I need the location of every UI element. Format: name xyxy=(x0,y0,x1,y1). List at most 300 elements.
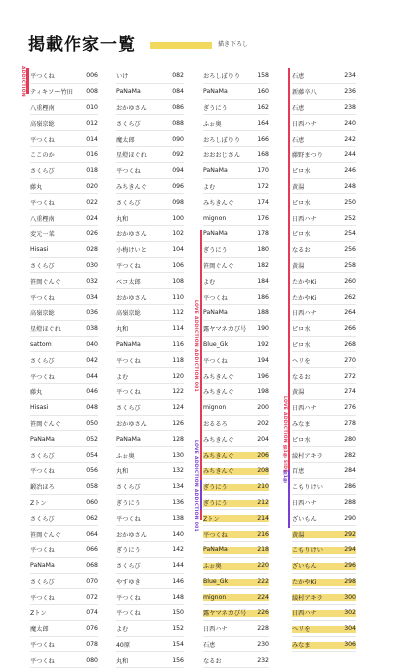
page-number: 072 xyxy=(86,593,98,601)
author-name: みちきんぐ xyxy=(203,452,234,460)
author-name: Zトン xyxy=(30,499,47,507)
page-number: 264 xyxy=(344,309,356,317)
author-row xyxy=(292,384,356,400)
author-row xyxy=(116,589,184,605)
author-row xyxy=(203,542,269,558)
page-number: 092 xyxy=(172,151,184,159)
page-number: 146 xyxy=(172,577,184,585)
page-number: 018 xyxy=(86,167,98,175)
page-number: 260 xyxy=(344,277,356,285)
page-number: 294 xyxy=(344,546,356,554)
author-name: Hisasi xyxy=(30,404,49,412)
author-name: 平つくね xyxy=(30,547,55,555)
author-row xyxy=(292,258,356,274)
author-name: ヘリを xyxy=(292,626,311,634)
author-name: 黄湯 xyxy=(292,531,305,539)
page-number: 112 xyxy=(172,309,184,317)
author-row xyxy=(203,100,269,116)
page-number: 288 xyxy=(344,498,356,506)
author-row xyxy=(116,558,184,574)
author-name: 平つくね xyxy=(30,73,55,81)
page-number: 014 xyxy=(86,135,98,143)
highlight-legend-swatch xyxy=(150,42,212,49)
author-row xyxy=(203,273,269,289)
author-name: 星燈ほぐれ xyxy=(30,326,61,334)
author-name: 綾村アキラ xyxy=(292,452,323,460)
author-row xyxy=(292,305,356,321)
page-number: 076 xyxy=(86,625,98,633)
author-name: さくらび xyxy=(116,484,141,492)
author-row xyxy=(116,574,184,590)
author-row xyxy=(203,289,269,305)
page-number: 304 xyxy=(344,625,356,633)
author-row xyxy=(203,384,269,400)
page-number: 236 xyxy=(344,88,356,96)
author-row xyxy=(116,115,184,131)
author-name: 石恵 xyxy=(203,642,216,650)
author-name: ぎうにう xyxy=(203,499,228,507)
section-label-col3b: LOVE ADDICTION ADDICTION 001 xyxy=(193,440,198,532)
author-row xyxy=(30,179,98,195)
author-name: Blue_Gk xyxy=(203,577,229,585)
author-row xyxy=(292,147,356,163)
author-name: mignon xyxy=(203,593,227,601)
author-name: 藤丸 xyxy=(30,389,43,397)
author-name: 平つくね xyxy=(116,357,141,365)
page-number: 010 xyxy=(86,103,98,111)
author-row xyxy=(203,305,269,321)
author-row xyxy=(292,621,356,637)
author-name: 黄湯 xyxy=(292,262,305,270)
page-number: 040 xyxy=(86,340,98,348)
page-number: 278 xyxy=(344,419,356,427)
author-row xyxy=(30,226,98,242)
author-row xyxy=(116,84,184,100)
author-name: ここのか xyxy=(30,152,55,160)
page-number: 274 xyxy=(344,388,356,396)
page-number: 208 xyxy=(257,467,269,475)
author-name: さくらび xyxy=(116,199,141,207)
author-row xyxy=(116,637,184,653)
author-name: 平つくね xyxy=(203,357,228,365)
author-name: 小梅けいと xyxy=(116,247,147,255)
author-row xyxy=(203,242,269,258)
author-row xyxy=(30,194,98,210)
author-name: 日西ハナ xyxy=(292,405,317,413)
author-row xyxy=(203,321,269,337)
author-name: Blue_Gk xyxy=(203,340,229,348)
author-column-1 xyxy=(30,68,98,668)
page-number: 108 xyxy=(172,277,184,285)
author-row xyxy=(292,84,356,100)
page-number: 202 xyxy=(257,419,269,427)
page-number: 086 xyxy=(172,103,184,111)
author-name: 魔太郎 xyxy=(116,136,135,144)
page-number: 276 xyxy=(344,404,356,412)
author-name: ヘリを xyxy=(292,357,311,365)
author-name: なるお xyxy=(292,373,311,381)
author-name: みちきんぐ xyxy=(203,436,234,444)
author-name: こもりけい xyxy=(292,547,323,555)
section-label-col1: ADDICTION xyxy=(20,66,25,97)
page-number: 166 xyxy=(257,135,269,143)
author-name: みちきんぐ xyxy=(116,183,147,191)
author-name: ふぉ奥 xyxy=(203,120,222,128)
author-name: 高嶺京総 xyxy=(30,120,55,128)
author-row xyxy=(30,495,98,511)
author-row xyxy=(203,479,269,495)
author-name: PaNaMa xyxy=(203,230,228,238)
author-name: 笹岡ぐんぐ xyxy=(30,531,61,539)
author-row xyxy=(292,226,356,242)
author-name: やすゆき xyxy=(116,578,141,586)
page-number: 162 xyxy=(257,103,269,111)
page-number: 030 xyxy=(86,261,98,269)
author-row xyxy=(203,637,269,653)
page-number: 140 xyxy=(172,530,184,538)
author-row xyxy=(116,273,184,289)
page-number: 188 xyxy=(257,309,269,317)
author-row xyxy=(203,510,269,526)
page-number: 268 xyxy=(344,340,356,348)
author-column-4 xyxy=(292,68,356,652)
author-row xyxy=(116,510,184,526)
author-row xyxy=(292,400,356,416)
page-number: 118 xyxy=(172,356,184,364)
page-number: 220 xyxy=(257,562,269,570)
author-row xyxy=(30,463,98,479)
author-row xyxy=(30,337,98,353)
page-number: 256 xyxy=(344,246,356,254)
page-number: 132 xyxy=(172,467,184,475)
author-name: ピロ水 xyxy=(292,436,311,444)
author-name: PaNaMa xyxy=(30,435,55,443)
author-name: なるお xyxy=(203,657,222,665)
author-name: 魔太郎 xyxy=(30,626,49,634)
author-row xyxy=(203,495,269,511)
author-row xyxy=(203,179,269,195)
author-name: みなま xyxy=(292,642,311,650)
author-name: ティキソー竹田 xyxy=(30,89,73,97)
author-row xyxy=(116,605,184,621)
author-name: 平つくね xyxy=(116,515,141,523)
page-number: 050 xyxy=(86,419,98,427)
author-row xyxy=(30,68,98,84)
author-name: よむ xyxy=(116,626,129,634)
page-number: 128 xyxy=(172,435,184,443)
page-number: 148 xyxy=(172,593,184,601)
author-name: 平つくね xyxy=(30,468,55,476)
page-number: 054 xyxy=(86,451,98,459)
author-row xyxy=(203,163,269,179)
page-number: 056 xyxy=(86,467,98,475)
author-row xyxy=(116,210,184,226)
author-row xyxy=(292,416,356,432)
author-row xyxy=(203,463,269,479)
page-number: 266 xyxy=(344,325,356,333)
author-row xyxy=(203,131,269,147)
author-row xyxy=(203,337,269,353)
page-number: 246 xyxy=(344,167,356,175)
author-row xyxy=(30,384,98,400)
author-name: 日西ハナ xyxy=(292,499,317,507)
author-row xyxy=(203,574,269,590)
author-name: よむ xyxy=(203,278,216,286)
page-number: 078 xyxy=(86,641,98,649)
author-name: みちきんぐ xyxy=(203,389,234,397)
page-number: 262 xyxy=(344,293,356,301)
author-row xyxy=(30,416,98,432)
author-name: mignon xyxy=(203,404,227,412)
page-number: 270 xyxy=(344,356,356,364)
page-number: 232 xyxy=(257,656,269,664)
author-row xyxy=(30,131,98,147)
author-row xyxy=(292,321,356,337)
author-row xyxy=(30,431,98,447)
author-row xyxy=(203,431,269,447)
page-number: 184 xyxy=(257,277,269,285)
author-name: ぎうにう xyxy=(203,104,228,112)
author-name: みちきんぐ xyxy=(203,468,234,476)
author-row xyxy=(30,100,98,116)
author-row xyxy=(116,368,184,384)
author-name: よむ xyxy=(116,373,129,381)
author-name: PaNaMa xyxy=(116,435,141,443)
author-name: 黄湯 xyxy=(292,389,305,397)
author-row xyxy=(292,179,356,195)
author-name: ピロ水 xyxy=(292,341,311,349)
page-number: 152 xyxy=(172,625,184,633)
page-number: 144 xyxy=(172,562,184,570)
page-number: 032 xyxy=(86,277,98,285)
author-row xyxy=(292,542,356,558)
author-name: 笹岡ぐんぐ xyxy=(30,420,61,428)
author-row xyxy=(116,258,184,274)
page-number: 060 xyxy=(86,498,98,506)
author-name: みちきんぐ xyxy=(203,199,234,207)
author-row xyxy=(292,637,356,653)
page-number: 100 xyxy=(172,214,184,222)
page-number: 178 xyxy=(257,230,269,238)
author-name: おるるろ xyxy=(203,420,228,428)
author-name: 鍛冶ほろ xyxy=(30,484,55,492)
author-row xyxy=(30,147,98,163)
author-row xyxy=(203,68,269,84)
page-number: 136 xyxy=(172,498,184,506)
page-number: 170 xyxy=(257,167,269,175)
author-row xyxy=(292,479,356,495)
author-row xyxy=(30,305,98,321)
page-number: 286 xyxy=(344,483,356,491)
author-name: ざいもん xyxy=(292,563,317,571)
author-row xyxy=(292,163,356,179)
section-bar-col1 xyxy=(26,68,29,94)
author-name: 日西ハナ xyxy=(292,310,317,318)
page-number: 204 xyxy=(257,435,269,443)
author-name: 丸和 xyxy=(116,468,129,476)
author-name: 平つくね xyxy=(116,610,141,618)
author-name: 日西ハナ xyxy=(292,215,317,223)
page-number: 254 xyxy=(344,230,356,238)
author-name: 笹岡ぐんぐ xyxy=(30,278,61,286)
page-number: 122 xyxy=(172,388,184,396)
author-row xyxy=(116,337,184,353)
section-bar-col3b xyxy=(200,480,202,510)
author-row xyxy=(30,479,98,495)
author-row xyxy=(116,100,184,116)
author-name: よむ xyxy=(203,183,216,191)
page-number: 062 xyxy=(86,514,98,522)
author-name: こもりけい xyxy=(292,484,323,492)
author-row xyxy=(116,242,184,258)
author-row xyxy=(203,447,269,463)
author-name: ぎうにう xyxy=(203,247,228,255)
page-number: 082 xyxy=(172,72,184,80)
section-bar-col4b xyxy=(288,470,290,528)
author-name: 平つくね xyxy=(30,642,55,650)
author-row xyxy=(116,305,184,321)
page-number: 272 xyxy=(344,372,356,380)
author-row xyxy=(30,526,98,542)
page-number: 080 xyxy=(86,656,98,664)
page-number: 196 xyxy=(257,372,269,380)
page-number: 134 xyxy=(172,483,184,491)
page-number: 296 xyxy=(344,562,356,570)
author-row xyxy=(116,163,184,179)
page-number: 006 xyxy=(86,72,98,80)
author-name: おろしぽりり xyxy=(203,136,241,144)
page-number: 228 xyxy=(257,625,269,633)
author-name: 新藤卒八 xyxy=(292,89,317,97)
author-row xyxy=(203,258,269,274)
author-name: 平つくね xyxy=(203,531,228,539)
page-number: 176 xyxy=(257,214,269,222)
author-row xyxy=(292,352,356,368)
page-number: 226 xyxy=(257,609,269,617)
page-number: 116 xyxy=(172,340,184,348)
author-row xyxy=(30,400,98,416)
author-name: Hisasi xyxy=(30,246,49,254)
author-name: 日西ハナ xyxy=(292,610,317,618)
author-name: 藤野まつり xyxy=(292,152,323,160)
author-name: いけ xyxy=(116,73,129,81)
page-number: 282 xyxy=(344,451,356,459)
author-name: さくらび xyxy=(30,357,55,365)
author-name: 平つくね xyxy=(30,136,55,144)
author-row xyxy=(203,621,269,637)
page-number: 252 xyxy=(344,214,356,222)
section-label-col4b: 第1巻 xyxy=(282,470,287,484)
author-name: ぎうにう xyxy=(116,547,141,555)
page-number: 280 xyxy=(344,435,356,443)
author-row xyxy=(116,463,184,479)
page-number: 130 xyxy=(172,451,184,459)
author-row xyxy=(30,84,98,100)
page-number: 212 xyxy=(257,498,269,506)
page-number: 102 xyxy=(172,230,184,238)
section-label-col4: LOVE ADDICTION 第1巻 SIDE xyxy=(282,396,287,473)
author-row xyxy=(292,194,356,210)
author-row xyxy=(116,479,184,495)
author-name: PaNaMa xyxy=(30,562,55,570)
page-number: 290 xyxy=(344,514,356,522)
page-number: 044 xyxy=(86,372,98,380)
page-number: 284 xyxy=(344,467,356,475)
page-number: 046 xyxy=(86,388,98,396)
page-number: 206 xyxy=(257,451,269,459)
author-row xyxy=(203,368,269,384)
author-name: たかやKi xyxy=(292,278,317,286)
author-name: 丸和 xyxy=(116,657,129,665)
author-name: おかゆさん xyxy=(116,294,147,302)
page-number: 300 xyxy=(344,593,356,601)
author-row xyxy=(116,384,184,400)
author-name: 露ヤマネカび号 xyxy=(203,610,247,618)
author-name: 石恵 xyxy=(292,104,305,112)
author-row xyxy=(292,100,356,116)
author-name: PaNaMa xyxy=(203,309,228,317)
page-number: 036 xyxy=(86,309,98,317)
author-row xyxy=(203,416,269,432)
page-number: 234 xyxy=(344,72,356,80)
author-row xyxy=(203,589,269,605)
author-row xyxy=(292,558,356,574)
author-row xyxy=(116,321,184,337)
author-name: ふぉ奥 xyxy=(203,563,222,571)
page-number: 038 xyxy=(86,325,98,333)
author-row xyxy=(30,447,98,463)
author-name: 高嶺京総 xyxy=(116,310,141,318)
author-name: さくらび xyxy=(30,452,55,460)
page-number: 096 xyxy=(172,182,184,190)
author-row xyxy=(30,368,98,384)
author-row xyxy=(116,289,184,305)
page-number: 164 xyxy=(257,119,269,127)
author-row xyxy=(292,210,356,226)
author-name: おろしぽりり xyxy=(203,73,241,81)
author-row xyxy=(30,510,98,526)
author-name: 日西ハナ xyxy=(292,120,317,128)
page-number: 194 xyxy=(257,356,269,364)
author-name: みちきんぐ xyxy=(203,373,234,381)
author-name: Zトン xyxy=(203,515,220,523)
author-name: さくらび xyxy=(116,563,141,571)
page-number: 186 xyxy=(257,293,269,301)
author-name: 笹岡ぐんぐ xyxy=(203,262,234,270)
author-row xyxy=(292,605,356,621)
page-number: 012 xyxy=(86,119,98,127)
author-name: ピロ水 xyxy=(292,231,311,239)
author-name: 丸和 xyxy=(116,326,129,334)
section-bar-col3 xyxy=(200,230,202,520)
author-row xyxy=(116,431,184,447)
author-name: たかやKi xyxy=(292,578,317,586)
author-name: 百恵 xyxy=(292,468,305,476)
author-row xyxy=(116,194,184,210)
author-name: 八重樫南 xyxy=(30,104,55,112)
author-row xyxy=(116,352,184,368)
author-row xyxy=(203,400,269,416)
author-row xyxy=(116,542,184,558)
author-name: さくらび xyxy=(116,405,141,413)
page-number: 138 xyxy=(172,514,184,522)
page-number: 142 xyxy=(172,546,184,554)
page-number: 156 xyxy=(172,656,184,664)
author-name: PaNaMa xyxy=(203,88,228,96)
page-number: 114 xyxy=(172,325,184,333)
page-number: 302 xyxy=(344,609,356,617)
author-row xyxy=(30,621,98,637)
